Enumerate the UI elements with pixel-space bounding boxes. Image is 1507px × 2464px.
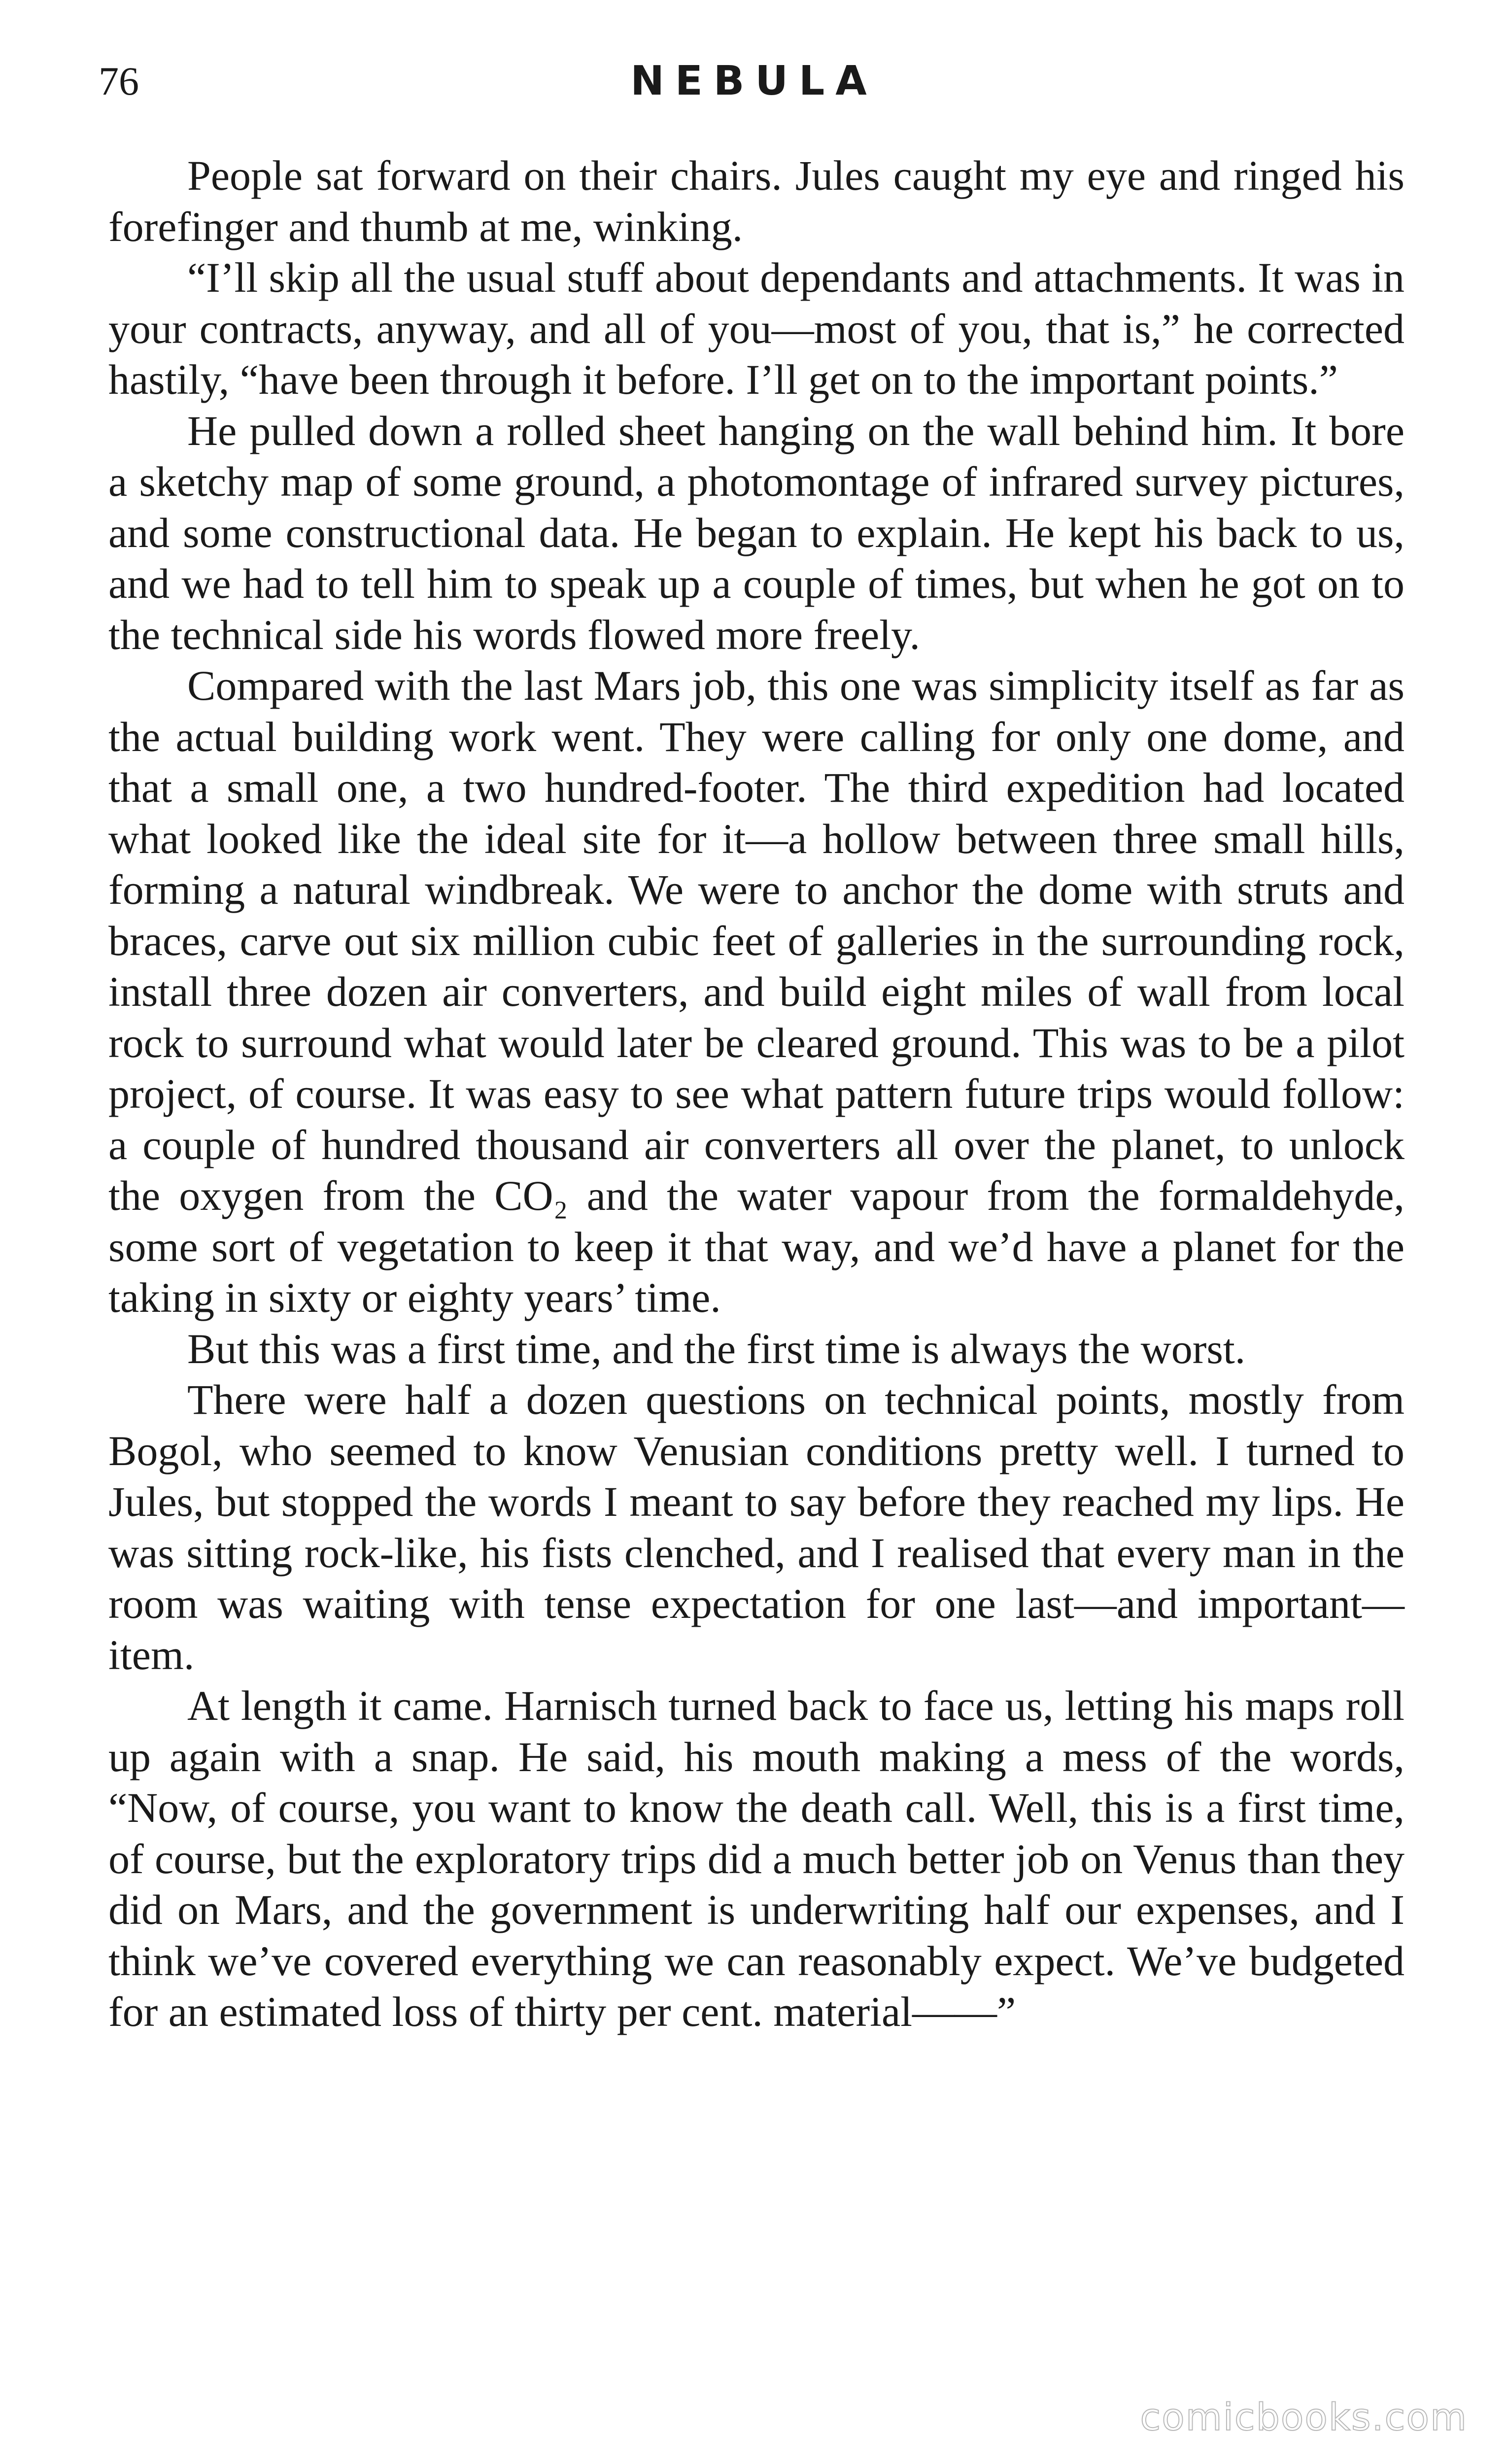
body-text [108,150,1404,2038]
paragraph: Compared with the last Mars job, this one was simplicity itself as far as the actual building work went. They were calling for only one dome, and that a small one, a two hundred-footer. The third expedition had located what looked like the ideal site for it—a hollow between three small hills, forming a natural windbreak. We were to anchor the dome with struts and braces, carve out six million cubic feet of galleries in the surrounding rock, install three dozen air converters, and build eight miles of wall from local rock to surround what would later be cleared ground. This was to be a pilot project, of course. It was easy to see what pattern future trips would follow: a couple of hundred thousand air converters all over the planet, to unlock the oxygen from the CO₂ and the water vapour from the formaldehyde, some sort of vegetation to keep it that way, and we’d have a planet for the taking in sixty or eighty years’ time. [108,662,1404,1321]
page-number: 76 [99,59,139,103]
running-title: NEBULA [630,58,878,104]
paragraph: People sat forward on their chairs. Jules caught my eye and ringed his forefinger and thumb at me, winking. [108,152,1404,250]
paragraph: He pulled down a rolled sheet hanging on the wall behind him. It bore a sketchy map of some ground, a photomontage of infrared survey pictures, and some constructional data. He began to explain. He kept his back to us, and we had to tell him to speak up a couple of times, but when he got on to the technical side his words flowed more freely. [108,407,1404,658]
paragraph: At length it came. Harnisch turned back to face us, letting his maps roll up again with a snap. He said, his mouth making a mess of the words, “Now, of course, you want to know the death call. Well, this is a first time, of course, but the exploratory trips did a much better job on Venus than they did on Mars, and the government is underwriting half our expenses, and I think we’ve covered everything we can reasonably expect. We’ve budgeted for an estimated loss of thirty per cent. material——” [108,1682,1404,2035]
page-header [99,49,1409,113]
watermark: comicbooks.com [1140,2395,1468,2439]
paragraph: There were half a dozen questions on technical points, mostly from Bogol, who seemed to know Venusian conditions pretty well. I turned to Jules, but stopped the words I meant to say before they reached my lips. He was sitting rock-like, his fists clenched, and I realised that every man in the room was waiting with tense expectation for one last—and important—item. [108,1376,1404,1678]
paragraph: But this was a first time, and the first time is always the worst. [187,1325,1246,1372]
paragraph: “I’ll skip all the usual stuff about dependants and attachments. It was in your contracts, anyway, and all of you—most of you, that is,” he corrected hastily, “have been through it before. I’ll get on to the important points.” [108,254,1404,403]
